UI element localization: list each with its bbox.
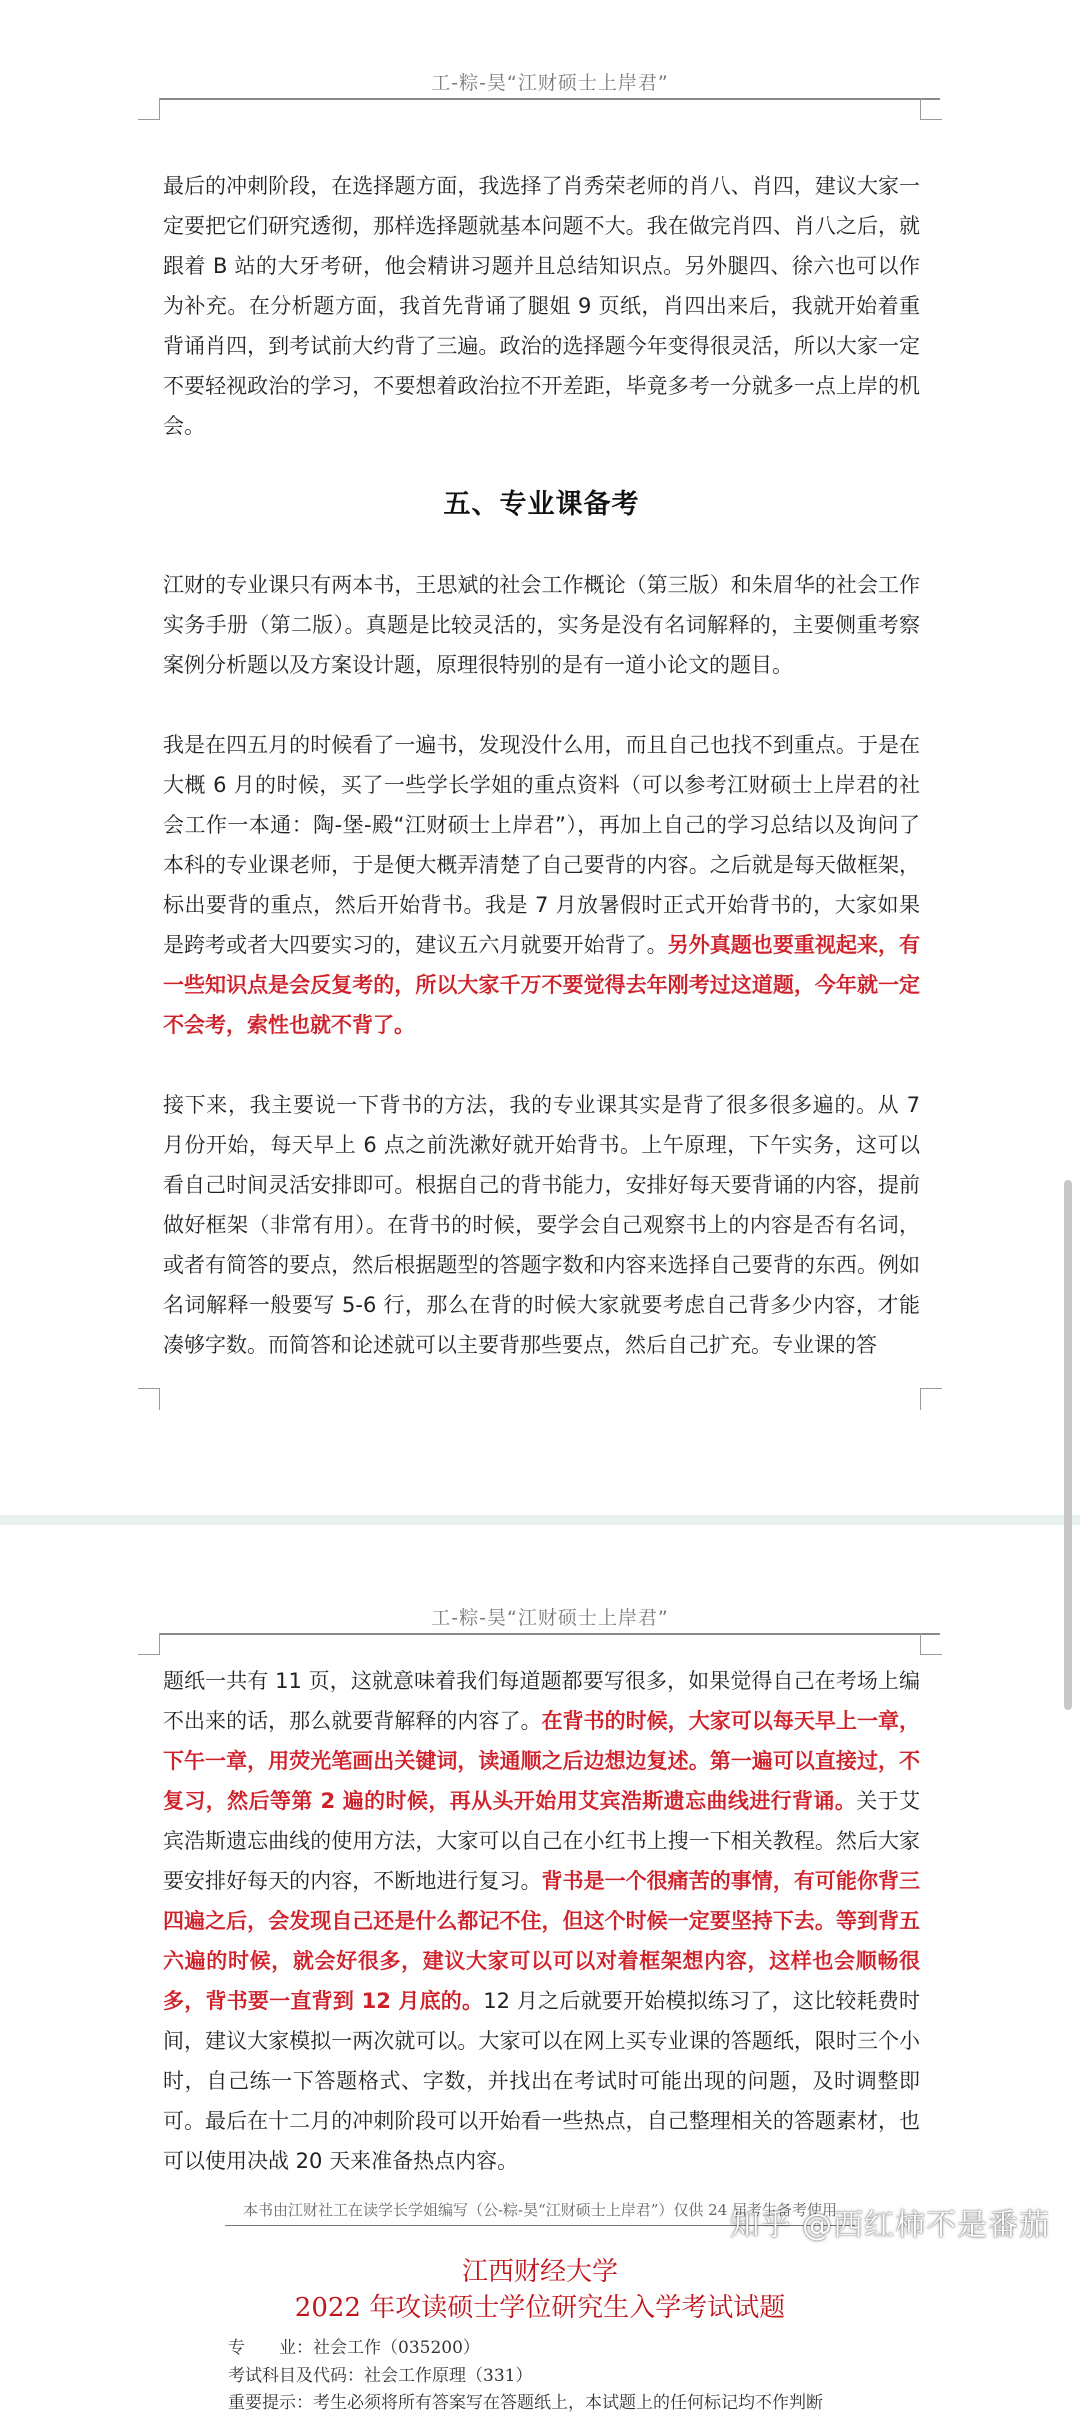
- plain-text: 12 月之后就要开始模拟练习了，这比较耗费时间，建议大家模拟一两次就可以。大家可以在网上买专业课的答题纸，限时三个小时，自己练一下答题格式、字数，并找出在考试时可能出现的问题，及时调整即可。最后在十二月的冲刺阶段可以开始看一些热点，自己整理相关的答题素材，也可以使用决战 20 天来准备热点内容。: [163, 1989, 920, 2173]
- section-heading: 五、专业课备考: [443, 489, 640, 520]
- plain-text: 我是在四五月的时候看了一遍书，发现没什么用，而且自己也找不到重点。于是在大概 6 月的时候，买了一些学长学姐的重点资料（可以参考江财硕士上岸君的社会工作一本通：陶-堡-殿“江财硕士上岸君”），再加上自己的学习总结以及询问了本科的专业课老师，于是便大概弄清楚了自己要背的内容。之后就是每天做框架，标出要背的重点，然后开始背书。我是 7 月放暑假时正式开始背书的，大家如果是跨考或者大四要实习的，建议五六月就要开始背了。: [163, 733, 920, 957]
- page-corner-mark: [920, 1388, 942, 1410]
- page-corner-mark: [138, 1388, 160, 1410]
- highlighted-text: 另外真题也要重视起来，有一些知识点是会反复考的，所以大家千万不要觉得去年刚考过这道题，今年就一定不会考，索性也就不背了。: [163, 933, 921, 1037]
- plain-text: 题纸一共有 11 页，这就意味着我们每道题都要写很多，如果觉得自己在考场上编不出来的话，那么就要背解释的内容了。: [163, 1669, 920, 1733]
- copyright-notice: 本书由江财社工在读学长学姐编写（公-粽-昊“江财硕士上岸君”）仅供 24 届考生备考使用: [242, 2201, 838, 2219]
- paragraph-text: 最后的冲刺阶段，在选择题方面，我选择了肖秀荣老师的肖八、肖四，建议大家一定要把它们研究透彻，那样选择题就基本问题不大。我在做完肖四、肖八之后，就跟着 B 站的大牙考研，他会精讲习题并且总结知识点。另外腿四、徐六也可以作为补充。在分析题方面，我首先背诵了腿姐 9 页纸，肖四出来后，我就开始着重背诵肖四，到考试前大约背了三遍。政治的选择题今年变得很灵活，所以大家一定不要轻视政治的学习，不要想着政治拉不开差距，毕竟多考一分就多一点上岸的机会。: [163, 174, 920, 438]
- page-corner-mark: [920, 1633, 942, 1655]
- exam-title: 2022 年攻读硕士学位研究生入学考试试题: [294, 2293, 786, 2323]
- highlighted-text: 在背书的时候，大家可以每天早上一章，下午一章，用荧光笔画出关键词，读通顺之后边想边复述。第一遍可以直接过，不复习，然后等第 2 遍的时候，再从头开始用艾宾浩斯遗忘曲线进行背诵。: [163, 1709, 920, 1813]
- university-name: 江西财经大学: [461, 2257, 618, 2287]
- running-header-title: 工-粽-昊“江财硕士上岸君”: [431, 72, 669, 94]
- paragraph-textbooks: 江财的专业课只有两本书，王思斌的社会工作概论（第三版）和朱眉华的社会工作实务手册（第二版）。真题是比较灵活的，实务是没有名词解释的，主要侧重考察案例分析题以及方案设计题，原理很特别的是有一道小论文的题目。: [163, 573, 920, 677]
- running-header-rule: [160, 1633, 940, 1635]
- paragraph-text: [163, 1661, 920, 2181]
- zhihu-watermark: 知乎 @西红柿不是番茄: [729, 2208, 1050, 2243]
- page-corner-mark: [920, 98, 942, 120]
- running-header-title: 工-粽-昊“江财硕士上岸君”: [431, 1607, 669, 1629]
- major-line: 专 业：社会工作（035200）: [228, 2338, 480, 2358]
- page-separator: [0, 1515, 1080, 1525]
- page-corner-mark: [138, 1633, 160, 1655]
- paragraph-recitation-plan: [163, 1661, 920, 2181]
- paragraph-politics-sprint: [163, 166, 920, 446]
- professional-course-text: [163, 565, 920, 1365]
- plain-text: 关于艾宾浩斯遗忘曲线的使用方法，大家可以自己在小红书上搜一下相关教程。然后大家要安排好每天的内容，不断地进行复习。: [163, 1789, 921, 1893]
- page-corner-mark: [138, 98, 160, 120]
- paragraph-memorization-method: 接下来，我主要说一下背书的方法，我的专业课其实是背了很多很多遍的。从 7 月份开始，每天早上 6 点之前洗漱好就开始背书。上午原理，下午实务，这可以看自己时间灵活安排即可。根据自己的背书能力，安排好每天要背诵的内容，提前做好框架（非常有用）。在背书的时候，要学会自己观察书上的内容是否有名词，或者有简答的要点，然后根据题型的答题字数和内容来选择自己要背的东西。例如名词解释一般要写 5-6 行，那么在背的时候大家就要考虑自己背多少内容，才能凑够字数。而简答和论述就可以主要背那些要点，然后自己扩充。专业课的答: [163, 1093, 920, 1357]
- highlighted-text: 背书是一个很痛苦的事情，有可能你背三四遍之后，会发现自己还是什么都记不住，但这个时候一定要坚持下去。等到背五六遍的时候，就会好很多，建议大家可以可以对着框架想内容，这样也会顺畅很多，背书要一直背到 12 月底的。: [163, 1869, 920, 2013]
- subject-line: 考试科目及代码：社会工作原理（331）: [228, 2366, 533, 2386]
- running-header-rule: [160, 98, 940, 100]
- scrollbar-thumb[interactable]: [1064, 1180, 1072, 1710]
- paragraph-study-timeline: [163, 725, 920, 1045]
- warning-line: 重要提示：考生必须将所有答案写在答题纸上，本试题上的任何标记均不作判断: [228, 2393, 823, 2413]
